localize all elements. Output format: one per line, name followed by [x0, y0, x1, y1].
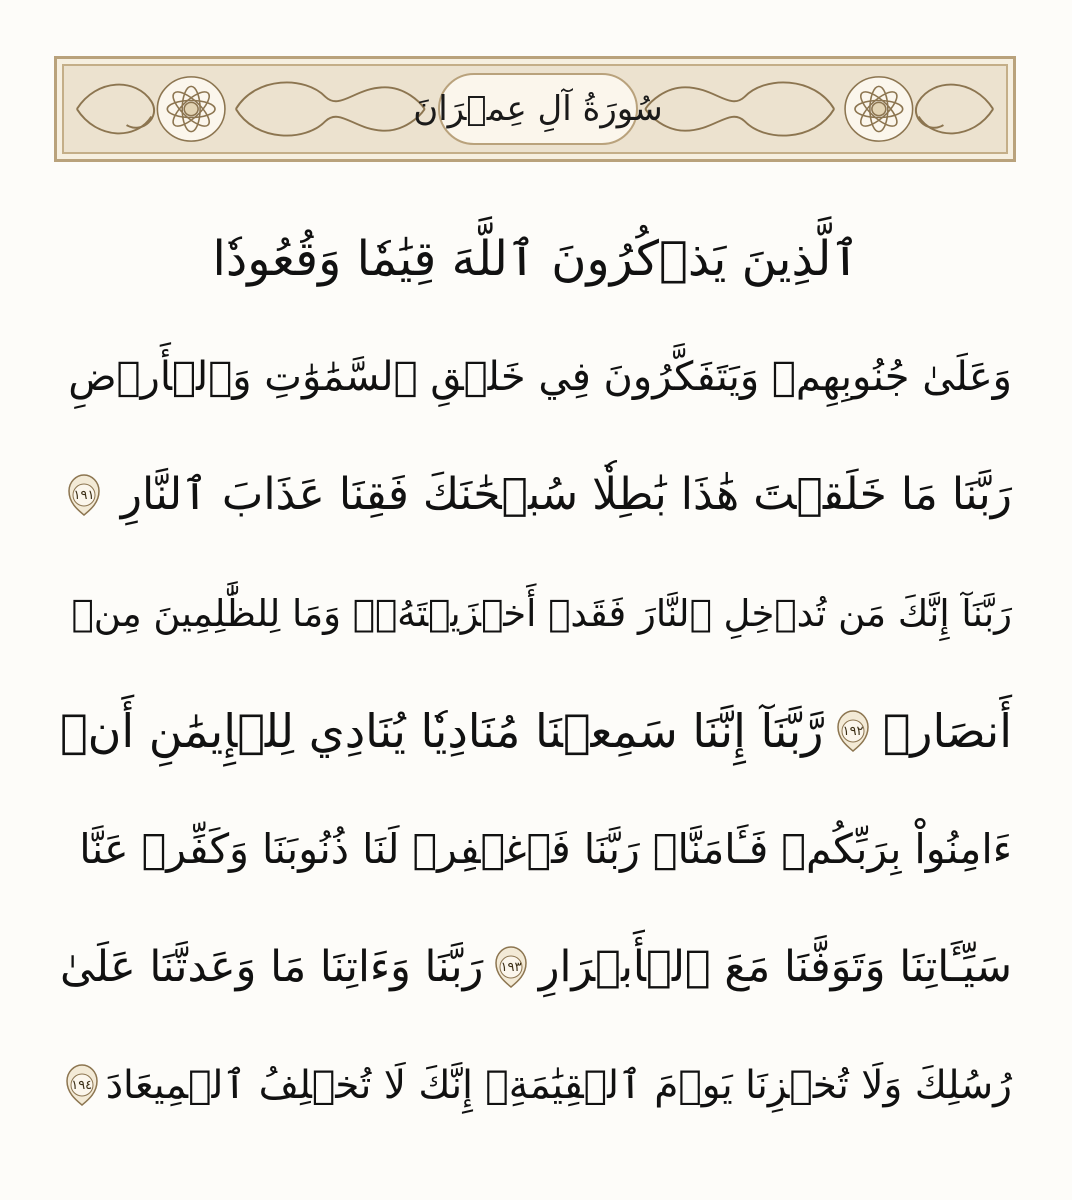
verse-text: أَنصَارٖ [882, 704, 1012, 758]
verse-line [60, 908, 1012, 1026]
verse-text-body [60, 200, 1012, 1144]
verse-line [60, 1026, 1012, 1144]
verse-text: ءَامِنُواْ بِرَبِّكُمۡ فَـَٔامَنَّاۚ رَبَّنَا فَٱغۡفِرۡ لَنَا ذُنُوبَنَا وَكَفِّرۡ عَنَّا [79, 824, 1012, 873]
surah-header-banner [54, 56, 1016, 162]
ayah-number-marker [493, 945, 529, 989]
verse-text: رَبَّنَا مَا خَلَقۡتَ هَٰذَا بَٰطِلٗا سُبۡحَٰنَكَ فَقِنَا عَذَابَ ٱلنَّارِ [120, 469, 1012, 520]
verse-line [60, 672, 1012, 790]
ayah-number-marker [66, 473, 102, 517]
surah-title: سُورَةُ آلِ عِمۡرَانَ [413, 89, 663, 129]
ayah-number-marker [835, 709, 871, 753]
verse-text: رُسُلِكَ وَلَا تُخۡزِنَا يَوۡمَ ٱلۡقِيَٰمَةِۖ إِنَّكَ لَا تُخۡلِفُ ٱلۡمِيعَادَ [105, 1062, 1012, 1108]
ayah-number: ١٩٢ [842, 723, 864, 739]
verse-line [60, 790, 1012, 908]
verse-text: رَبَّنَآ إِنَّكَ مَن تُدۡخِلِ ٱلنَّارَ فَقَدۡ أَخۡزَيۡتَهُۥۖ وَمَا لِلظَّٰلِمِينَ مِنۡ [71, 591, 1012, 635]
ayah-number: ١٩١ [73, 487, 95, 503]
verse-text: رَّبَّنَآ إِنَّنَا سَمِعۡنَا مُنَادِيٗا يُنَادِي لِلۡإِيمَٰنِ أَنۡ [60, 704, 824, 758]
ayah-number: ١٩٤ [71, 1077, 93, 1093]
verse-text: ٱلَّذِينَ يَذۡكُرُونَ ٱللَّهَ قِيَٰمٗا وَقُعُودٗا [212, 231, 860, 287]
verse-line [60, 554, 1012, 672]
surah-title-plate [413, 73, 663, 145]
verse-text: وَعَلَىٰ جُنُوبِهِمۡ وَيَتَفَكَّرُونَ فِي خَلۡقِ ٱلسَّمَٰوَٰتِ وَٱلۡأَرۡضِ [68, 354, 1012, 400]
ayah-number-marker [64, 1063, 100, 1107]
verse-text: سَيِّـَٔاتِنَا وَتَوَفَّنَا مَعَ ٱلۡأَبۡرَارِ [538, 941, 1012, 992]
verse-line [60, 200, 1012, 318]
verse-line [60, 436, 1012, 554]
verse-text: رَبَّنَا وَءَاتِنَا مَا وَعَدتَّنَا عَلَىٰ [60, 941, 484, 992]
verse-line [60, 318, 1012, 436]
ayah-number: ١٩٣ [500, 959, 522, 975]
